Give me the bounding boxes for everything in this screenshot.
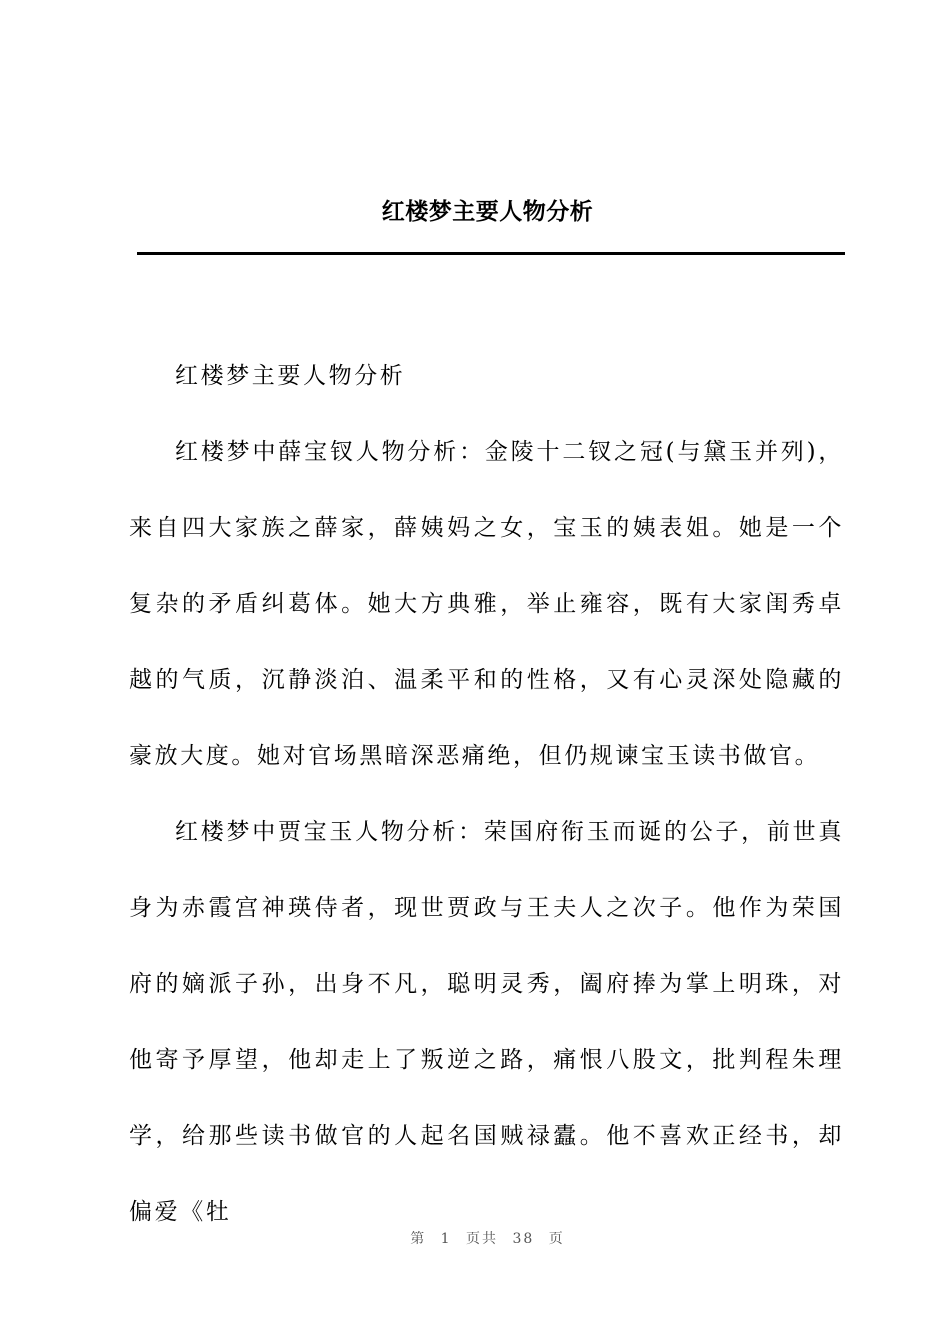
title-rule <box>137 252 845 255</box>
paragraph: 红楼梦中贾宝玉人物分析：荣国府衔玉而诞的公子，前世真身为赤霞宫神瑛侍者，现世贾政与王夫人之次子。他作为荣国府的嫡派子孙，出身不凡，聪明灵秀，阖府捧为掌上明珠，对他寄予厚望，他却走上了叛逆之路，痛恨八股文，批判程朱理学，给那些读书做官的人起名国贼禄蠹。他不喜欢正经书，却偏爱《牡 <box>129 819 844 1225</box>
page-footer <box>0 1228 950 1250</box>
footer-suffix: 页 <box>548 1231 565 1247</box>
body-text <box>129 338 844 1250</box>
footer-middle: 页共 <box>466 1231 499 1247</box>
paragraph: 红楼梦主要人物分析 <box>175 363 406 389</box>
footer-total-pages: 38 <box>512 1231 535 1247</box>
paragraph: 红楼梦中薛宝钗人物分析：金陵十二钗之冠(与黛玉并列)，来自四大家族之薛家，薛姨妈之女，宝玉的姨表姐。她是一个复杂的矛盾纠葛体。她大方典雅，举止雍容，既有大家闺秀卓越的气质，沉静淡泊、温柔平和的性格，又有心灵深处隐藏的豪放大度。她对官场黑暗深恶痛绝，但仍规谏宝玉读书做官。 <box>129 439 844 769</box>
footer-prefix: 第 <box>410 1231 427 1247</box>
footer-page-number: 1 <box>440 1231 452 1247</box>
page-title: 红楼梦主要人物分析 <box>381 199 594 225</box>
